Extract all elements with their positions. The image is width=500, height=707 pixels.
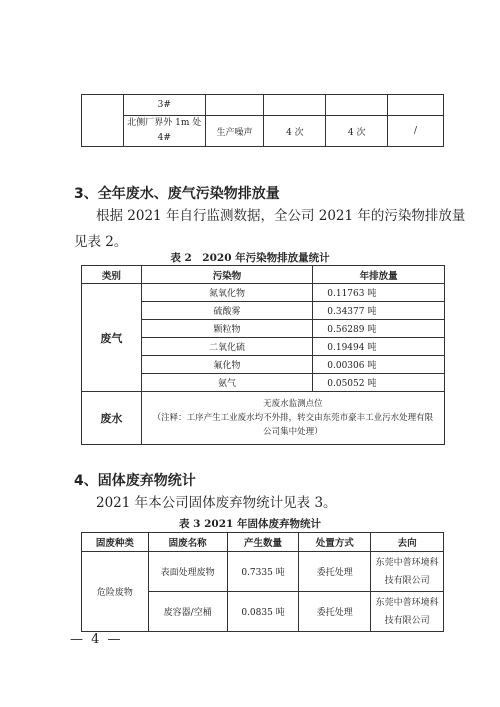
pollutant-cell: 氨气 — [141, 374, 312, 392]
table3-caption: 表 3 2021 年固体废弃物统计 — [179, 518, 321, 530]
amount-cell: 0.19494 吨 — [313, 338, 445, 356]
table-row — [82, 116, 444, 147]
category-cell: 危险废物 — [82, 552, 149, 632]
column-header: 类别 — [82, 266, 142, 284]
column-header: 产生数量 — [227, 533, 299, 552]
method-cell: 委托处理 — [299, 592, 371, 632]
page-number: — 4 — — [70, 632, 123, 647]
note-cell: / — [388, 116, 444, 147]
pollutant-cell: 二氧化硫 — [141, 338, 312, 356]
wastewater-note-cell: 无废水监测点位 （注释：工序产生工业废水均不外排，转交由东莞市豪丰工业污水处理有限 公司集中处理） — [141, 392, 444, 445]
waste-name-cell: 废容器/空桶 — [148, 592, 227, 632]
frequency-cell: 4 次 — [326, 116, 388, 147]
table2-caption: 表 2 2020 年污染物排放量统计 — [170, 252, 330, 264]
column-header: 年排放量 — [313, 266, 445, 284]
amount-cell: 0.11763 吨 — [313, 284, 445, 302]
pollutant-cell: 氮氧化物 — [141, 284, 312, 302]
location-cell: 3# — [123, 95, 205, 116]
section3-paragraph-line1: 根据 2021 年自行监测数据，全公司 2021 年的污染物排放量 — [96, 208, 466, 224]
section4-paragraph: 2021 年本公司固体废弃物统计见表 3。 — [96, 495, 337, 511]
table-row — [82, 552, 444, 592]
quantity-cell: 0.7335 吨 — [227, 552, 299, 592]
pollutant-emission-table — [81, 265, 445, 445]
method-cell: 委托处理 — [299, 552, 371, 592]
quantity-cell: 0.0835 吨 — [227, 592, 299, 632]
column-header: 固废名称 — [148, 533, 227, 552]
pollutant-cell: 颗粒物 — [141, 320, 312, 338]
table-row — [82, 284, 445, 302]
table-row — [82, 95, 444, 116]
table-header-row — [82, 266, 445, 284]
column-header: 处置方式 — [299, 533, 371, 552]
noise-monitoring-table-continued — [81, 94, 444, 147]
frequency-cell: 4 次 — [264, 116, 326, 147]
category-cell: 废气 — [82, 284, 142, 392]
solid-waste-table — [81, 532, 444, 632]
destination-cell: 东莞中普环境科 技有限公司 — [371, 552, 444, 592]
location-cell: 北侧厂界外 1m 处 4# — [123, 116, 205, 147]
item-cell: 生产噪声 — [205, 116, 264, 147]
amount-cell: 0.56289 吨 — [313, 320, 445, 338]
section3-heading: 3、全年废水、废气污染物排放量 — [74, 186, 280, 202]
pollutant-cell: 硫酸雾 — [141, 302, 312, 320]
section4-heading: 4、固体废弃物统计 — [74, 473, 196, 489]
column-header: 固废种类 — [82, 533, 149, 552]
column-header: 污染物 — [141, 266, 312, 284]
column-header: 去向 — [371, 533, 444, 552]
amount-cell: 0.00306 吨 — [313, 356, 445, 374]
amount-cell: 0.05052 吨 — [313, 374, 445, 392]
pollutant-cell: 氟化物 — [141, 356, 312, 374]
category-cell: 废水 — [82, 392, 142, 445]
amount-cell: 0.34377 吨 — [313, 302, 445, 320]
destination-cell: 东莞中普环境科 技有限公司 — [371, 592, 444, 632]
table-header-row — [82, 533, 444, 552]
table-row — [82, 392, 445, 445]
merged-cell — [82, 95, 124, 147]
waste-name-cell: 表面处理废物 — [148, 552, 227, 592]
section3-paragraph-line2: 见表 2。 — [74, 234, 128, 250]
